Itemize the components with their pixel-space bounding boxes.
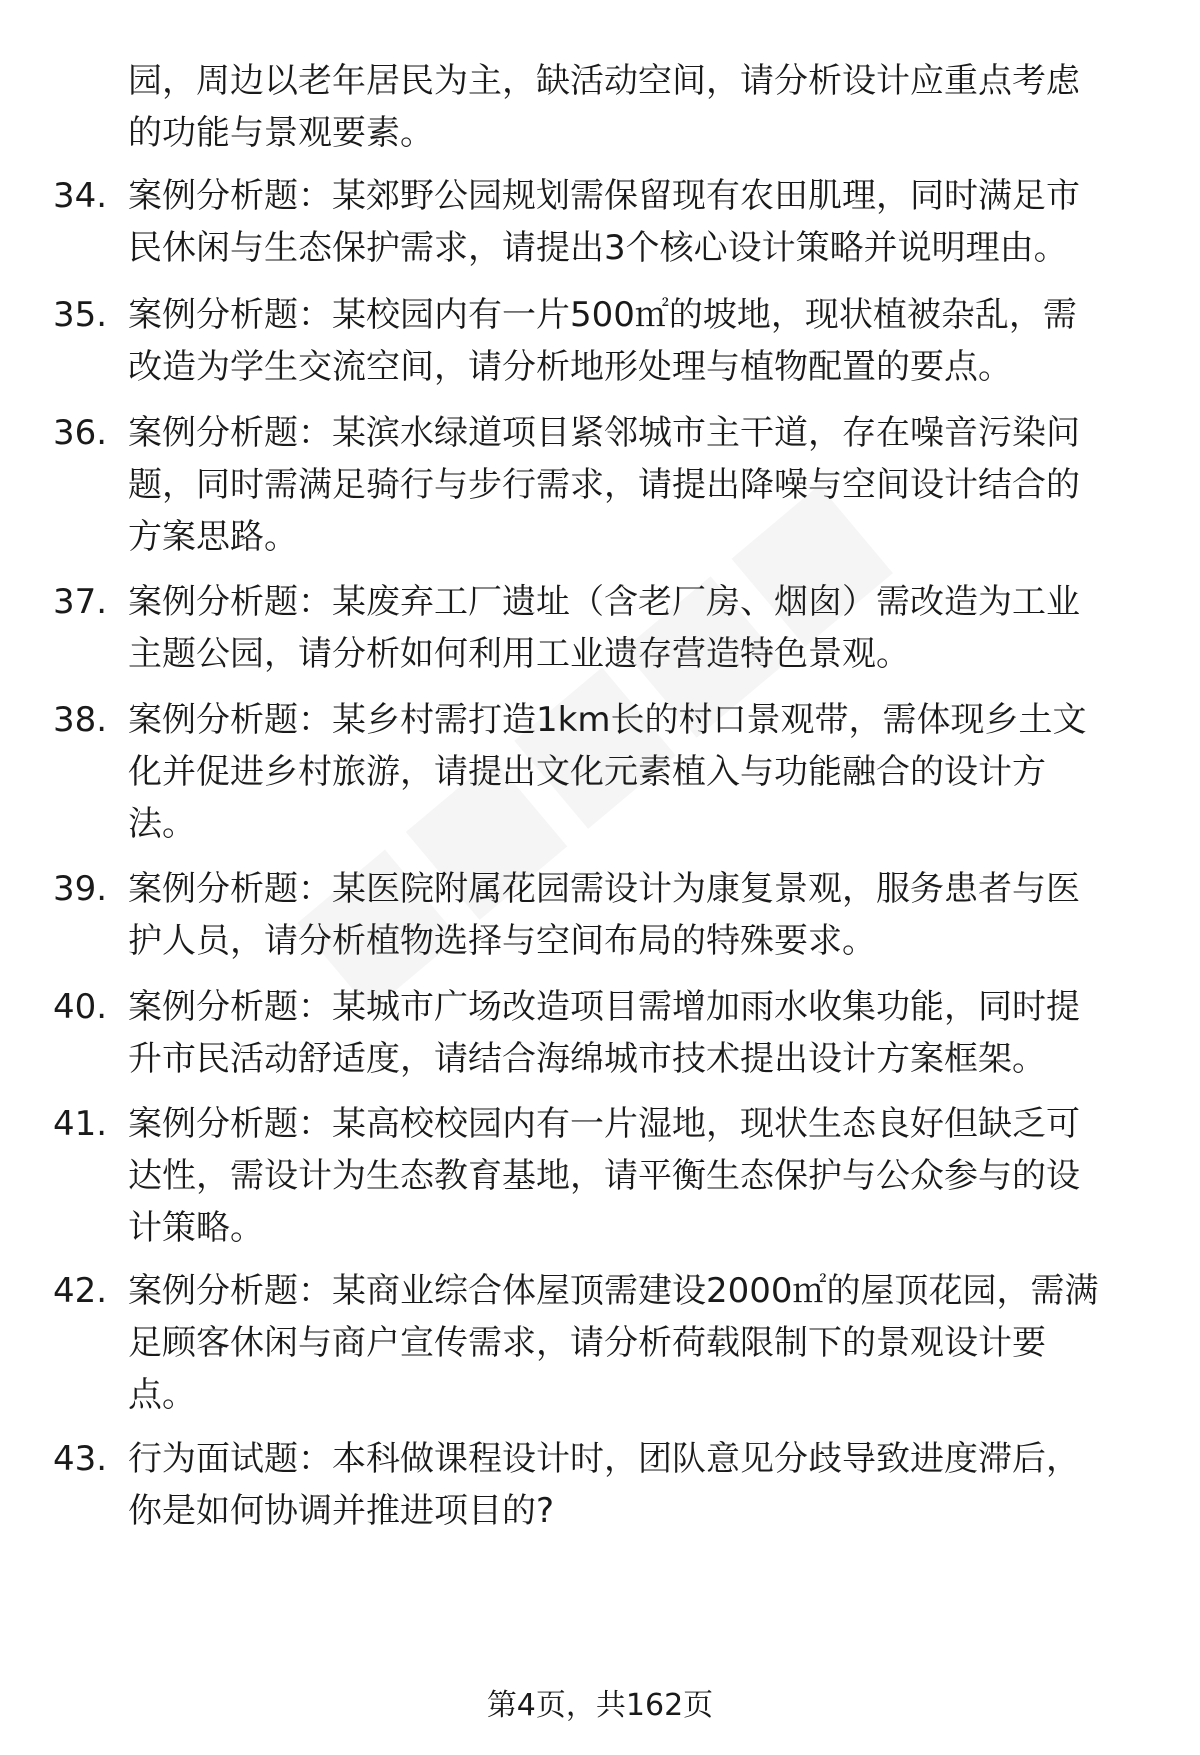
question-number: 34.: [53, 176, 108, 216]
question-number: 42.: [53, 1271, 108, 1311]
question-text: 案例分析题：某商业综合体屋顶需建设2000㎡的屋顶花园，需满 足顾客休闲与商户宣传需求，请分析荷载限制下的景观设计要 点。: [128, 1271, 1099, 1415]
question-number: 41.: [53, 1104, 108, 1144]
question-number: 37.: [53, 582, 108, 622]
question-text: 案例分析题：某高校校园内有一片湿地，现状生态良好但缺乏可 达性，需设计为生态教育基地，请平衡生态保护与公众参与的设 计策略。: [128, 1104, 1080, 1248]
question-text: 行为面试题：本科做课程设计时，团队意见分歧导致进度滞后， 你是如何协调并推进项目的?: [128, 1439, 1080, 1531]
question-number: 43.: [53, 1439, 108, 1479]
question-text: 案例分析题：某乡村需打造1km长的村口景观带，需体现乡土文 化并促进乡村旅游，请提出文化元素植入与功能融合的设计方 法。: [128, 700, 1087, 844]
question-number: 38.: [53, 700, 108, 740]
question-number: 36.: [53, 413, 108, 453]
page-footer: 第4页，共162页: [486, 1688, 714, 1723]
question-number: 35.: [53, 295, 108, 335]
question-text: 案例分析题：某校园内有一片500㎡的坡地，现状植被杂乱，需 改造为学生交流空间，请分析地形处理与植物配置的要点。: [128, 295, 1077, 387]
question-text: 案例分析题：某医院附属花园需设计为康复景观，服务患者与医 护人员，请分析植物选择与空间布局的特殊要求。: [128, 869, 1080, 961]
question-text: 园，周边以老年居民为主，缺活动空间，请分析设计应重点考虑 的功能与景观要素。: [128, 61, 1080, 153]
question-number: 39.: [53, 869, 108, 909]
question-text: 案例分析题：某滨水绿道项目紧邻城市主干道，存在噪音污染问 题，同时需满足骑行与步行需求，请提出降噪与空间设计结合的 方案思路。: [128, 413, 1080, 557]
question-text: 案例分析题：某废弃工厂遗址（含老厂房、烟囱）需改造为工业 主题公园，请分析如何利用工业遗存营造特色景观。: [128, 582, 1080, 674]
question-text: 案例分析题：某郊野公园规划需保留现有农田肌理，同时满足市 民休闲与生态保护需求，请提出3个核心设计策略并说明理由。: [128, 176, 1080, 268]
question-text: 案例分析题：某城市广场改造项目需增加雨水收集功能，同时提 升市民活动舒适度，请结合海绵城市技术提出设计方案框架。: [128, 987, 1080, 1079]
question-number: 40.: [53, 987, 108, 1027]
